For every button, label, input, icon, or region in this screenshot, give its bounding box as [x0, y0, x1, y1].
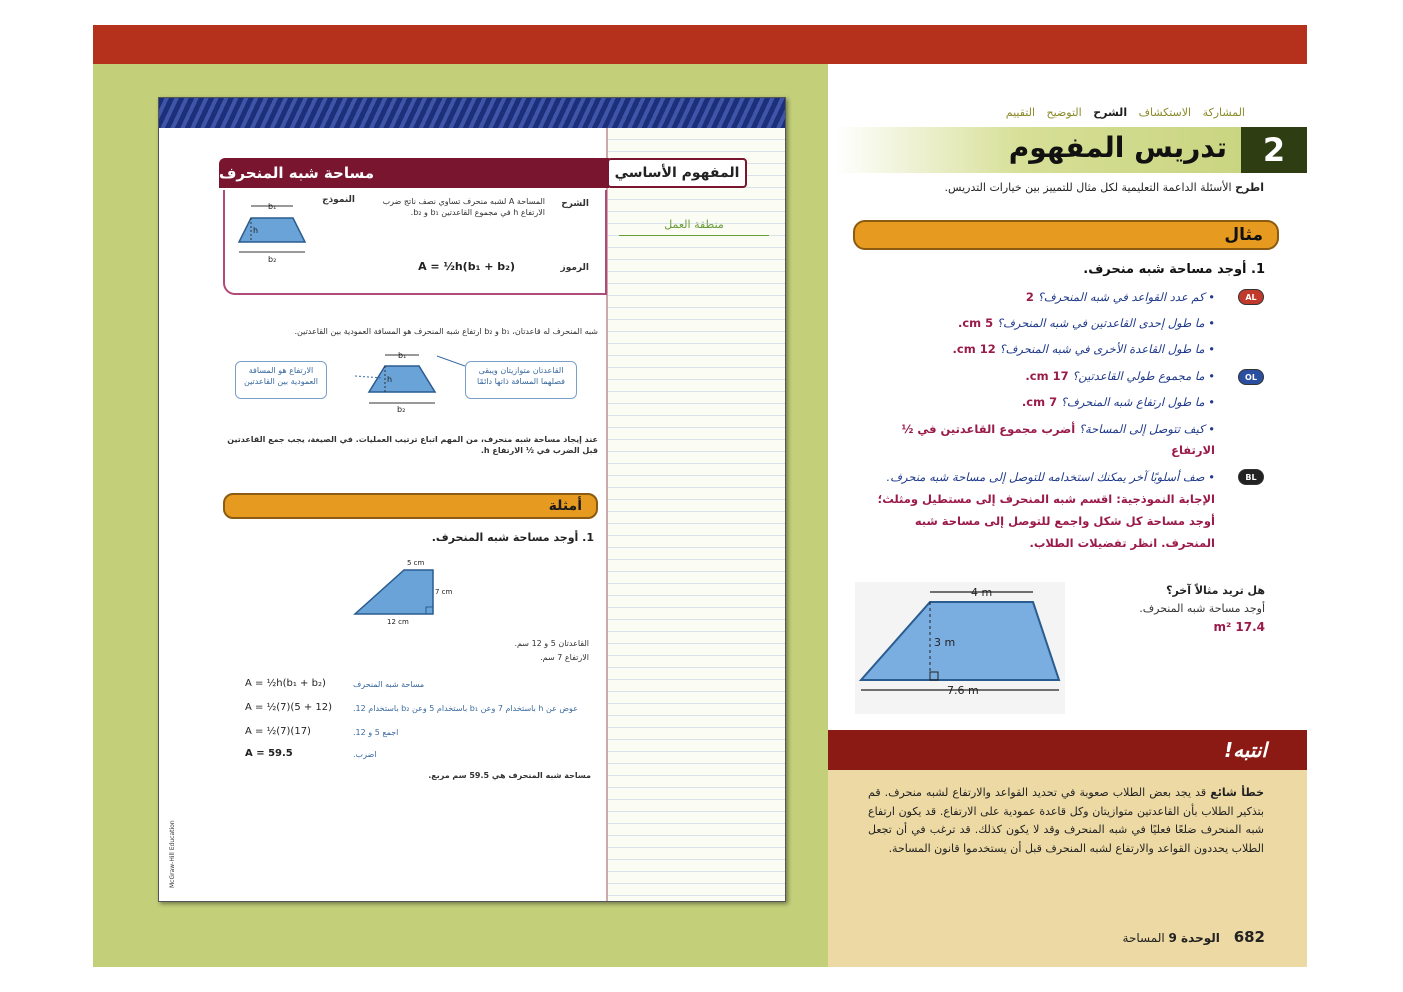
lesson-stages	[980, 106, 1245, 119]
step-2-expr: A = ½(7)(5 + 12)	[245, 702, 333, 713]
page-footer	[1100, 928, 1265, 946]
badge-al: AL	[1238, 289, 1264, 305]
question-1-text: كم عدد القواعد في شبه المنحرف؟	[1037, 290, 1205, 304]
concept-title: مساحة شبه المنحرف	[219, 158, 609, 188]
answer-5: 7 cm.	[1021, 395, 1058, 409]
step-4-expr: A = 59.5	[245, 748, 293, 759]
badge-bl: BL	[1238, 469, 1264, 485]
work-zone-panel	[606, 128, 786, 902]
example-trapezoid	[355, 570, 433, 614]
teacher-example-question: 1. أوجد مساحة شبه منحرف.	[1083, 262, 1265, 277]
step-1-note: مساحة شبه المنحرف	[353, 680, 425, 689]
fig-top-label: 5 cm	[407, 559, 425, 567]
given-bases: القاعدتان 5 و 12 سم.	[514, 639, 589, 648]
question-4: • ما مجموع طولي القاعدتين؟ 17 cm.	[1025, 369, 1215, 383]
symbols-label: الرموز	[560, 263, 589, 273]
warning-body: قد يجد بعض الطلاب صعوبة في تحديد القواعد والارتفاع لشبه منحرف. قم بتذكير الطلاب بأن القاعدتين متوازيتان وكل قاعدة عمودية على الارتفاع. قد يكون ارتفاع شبه المنحرف ضلعًا فعليًا في شبه المنحرف وقد لا يكون كذلك. قد ترغب في أن تجعل الطلاب يحددون القواعد والارتفاع لشبه المنحرف قبل أن يستخدموا قانون المساحة.	[868, 786, 1264, 855]
another-title: هل تريد مثالاً آخر؟	[1166, 584, 1265, 597]
warning-text	[868, 784, 1264, 858]
stage-elaborate[interactable]: التوضيح	[1046, 106, 1082, 119]
answer-7: الإجابة النموذجية: اقسم شبه المنحرف إلى مستطيل ومثلث؛ أوجد مساحة كل شكل واجمع للتوصل إلى مساحة شبه المنحرف. انظر تفضيلات الطلاب.	[877, 492, 1215, 550]
section-title: تدريس المفهوم	[1008, 131, 1227, 164]
explanation-text: المساحة A لشبه منحرف تساوي نصف ناتج ضرب الارتفاع h في مجموع القاعدتين b₁ و b₂.	[382, 197, 545, 217]
concept-box	[223, 190, 607, 295]
b1-label: b₁	[268, 202, 277, 211]
diagram-h-label: h	[387, 375, 393, 384]
badge-ol: OL	[1238, 369, 1264, 385]
book-header-stripe	[159, 98, 786, 128]
another-bottom-label: 7.6 m	[947, 684, 979, 697]
callout-height: الارتفاع هو المسافة العمودية بين القاعدتين	[235, 361, 327, 399]
given-height: الارتفاع 7 سم.	[540, 653, 589, 662]
bases-sentence: شبه المنحرف له قاعدتان، b₁ و b₂ ارتفاع شبه المنحرف هو المسافة العمودية بين القاعدتين.	[294, 327, 598, 336]
answer-3: 12 cm.	[952, 342, 996, 356]
concept-tab: المفهوم الأساسي	[607, 158, 747, 188]
h-label: h	[253, 226, 259, 235]
concept-formula: A = ½h(b₁ + b₂)	[418, 260, 515, 273]
question-3: • ما طول القاعدة الأخرى في شبه المنحرف؟ 12 cm.	[952, 342, 1215, 356]
copyright-credit: McGraw-Hill Education	[169, 820, 176, 888]
diagram-b1-label: b₁	[398, 351, 407, 360]
callout-arrow-right	[437, 356, 465, 366]
diagram-b2-label: b₂	[397, 405, 406, 414]
model-label: النموذج	[322, 195, 355, 205]
example-trapezoid-figure	[349, 556, 459, 628]
stage-explore[interactable]: الاستكشاف	[1138, 106, 1192, 119]
diagram-trapezoid	[369, 366, 435, 392]
stage-engage[interactable]: المشاركة	[1202, 106, 1245, 119]
answer-2: 5 cm.	[957, 316, 994, 330]
question-1: • كم عدد القواعد في شبه المنحرف؟ 2	[1025, 290, 1215, 304]
concept-trapezoid-figure	[231, 196, 319, 268]
example-conclusion: مساحة شبه المنحرف هي 59.5 سم مربع.	[428, 771, 591, 780]
b2-label: b₂	[268, 255, 277, 264]
intro-rest: الأسئلة الداعمة التعليمية لكل مثال للتمييز بين خيارات التدريس.	[944, 181, 1232, 194]
step-3-expr: A = ½(7)(17)	[245, 726, 311, 737]
another-text: أوجد مساحة شبه المنحرف.	[1139, 602, 1265, 615]
answer-1: 2	[1025, 290, 1034, 304]
question-6: • كيف تتوصل إلى المساحة؟ أضرب مجموع القاعدتين في ½ الارتفاع	[901, 422, 1215, 457]
fig-right-label: 7 cm	[435, 588, 453, 596]
another-example-box	[1100, 582, 1265, 636]
top-banner	[93, 25, 1307, 64]
question-6-text: كيف تتوصل إلى المساحة؟	[1078, 422, 1205, 436]
unit-label: الوحدة 9	[1168, 931, 1220, 945]
another-example-figure	[855, 582, 1065, 714]
question-5: • ما طول ارتفاع شبه المنحرف؟ 7 cm.	[1021, 395, 1215, 409]
another-height-label: 3 m	[934, 636, 956, 649]
section-number: 2	[1241, 127, 1307, 173]
stage-explain[interactable]: الشرح	[1093, 106, 1128, 119]
stage-evaluate[interactable]: التقييم	[1005, 106, 1036, 119]
callout-bases: القاعدتان متوازيتان ويبقى فصلهما المسافة ذاتها دائمًا	[465, 361, 577, 399]
concept-trapezoid	[239, 218, 305, 242]
intro-text	[850, 181, 1264, 194]
warning-bold: خطأ شائع	[1210, 786, 1264, 799]
explanation-label: الشرح	[561, 199, 589, 209]
another-top-label: 4 m	[971, 586, 993, 599]
step-2-note: عوض عن h باستخدام 7 وعن b₁ باستخدام 5 وعن b₂ باستخدام 12.	[353, 704, 578, 713]
work-zone-label: منطقة العمل	[619, 218, 769, 236]
another-answer: 17.4 m²	[1213, 620, 1265, 634]
question-7-text: صف أسلوبًا آخر يمكنك استخدامه للتوصل إلى مساحة شبه منحرف.	[886, 470, 1205, 484]
question-2-text: ما طول إحدى القاعدتين في شبه المنحرف؟	[996, 316, 1205, 330]
step-4-note: اضرب.	[353, 750, 377, 759]
section-header	[835, 127, 1307, 173]
question-7: • صف أسلوبًا آخر يمكنك استخدامه للتوصل إلى مساحة شبه منحرف. الإجابة النموذجية: اقسم شبه المنحرف إلى مستطيل ومثلث؛ أوجد مساحة كل شكل واجمع للتوصل إلى مساحة شبه المنحرف. انظر تفضيلات الطلاب.	[877, 470, 1215, 550]
page-number: 682	[1233, 928, 1265, 946]
question-5-text: ما طول ارتفاع شبه المنحرف؟	[1060, 395, 1205, 409]
unit-name: المساحة	[1122, 931, 1165, 945]
examples-bar: أمثلة	[223, 493, 598, 519]
question-2: • ما طول إحدى القاعدتين في شبه المنحرف؟ 5 cm.	[957, 316, 1215, 330]
student-book-page	[158, 97, 786, 902]
warning-header: انتبه!	[828, 730, 1307, 770]
example-question: 1. أوجد مساحة شبه المنحرف.	[431, 531, 594, 544]
answer-4: 17 cm.	[1025, 369, 1069, 383]
example-header-bar: مثال	[853, 220, 1279, 250]
step-3-note: اجمع 5 و 12.	[353, 728, 399, 737]
order-sentence: عند إيجاد مساحة شبه منحرف، من المهم اتباع ترتيب العمليات. في الصيغة، يجب جمع القاعدتين قبل الضرب في ½ الارتفاع h.	[227, 435, 598, 455]
step-1-expr: A = ½h(b₁ + b₂)	[245, 678, 326, 689]
bases-diagram	[355, 346, 465, 414]
intro-bold: اطرح	[1235, 181, 1264, 194]
question-3-text: ما طول القاعدة الأخرى في شبه المنحرف؟	[999, 342, 1205, 356]
question-4-text: ما مجموع طولي القاعدتين؟	[1072, 369, 1205, 383]
fig-bottom-label: 12 cm	[387, 618, 409, 626]
answer-6: أضرب مجموع القاعدتين في ½ الارتفاع	[901, 422, 1215, 457]
